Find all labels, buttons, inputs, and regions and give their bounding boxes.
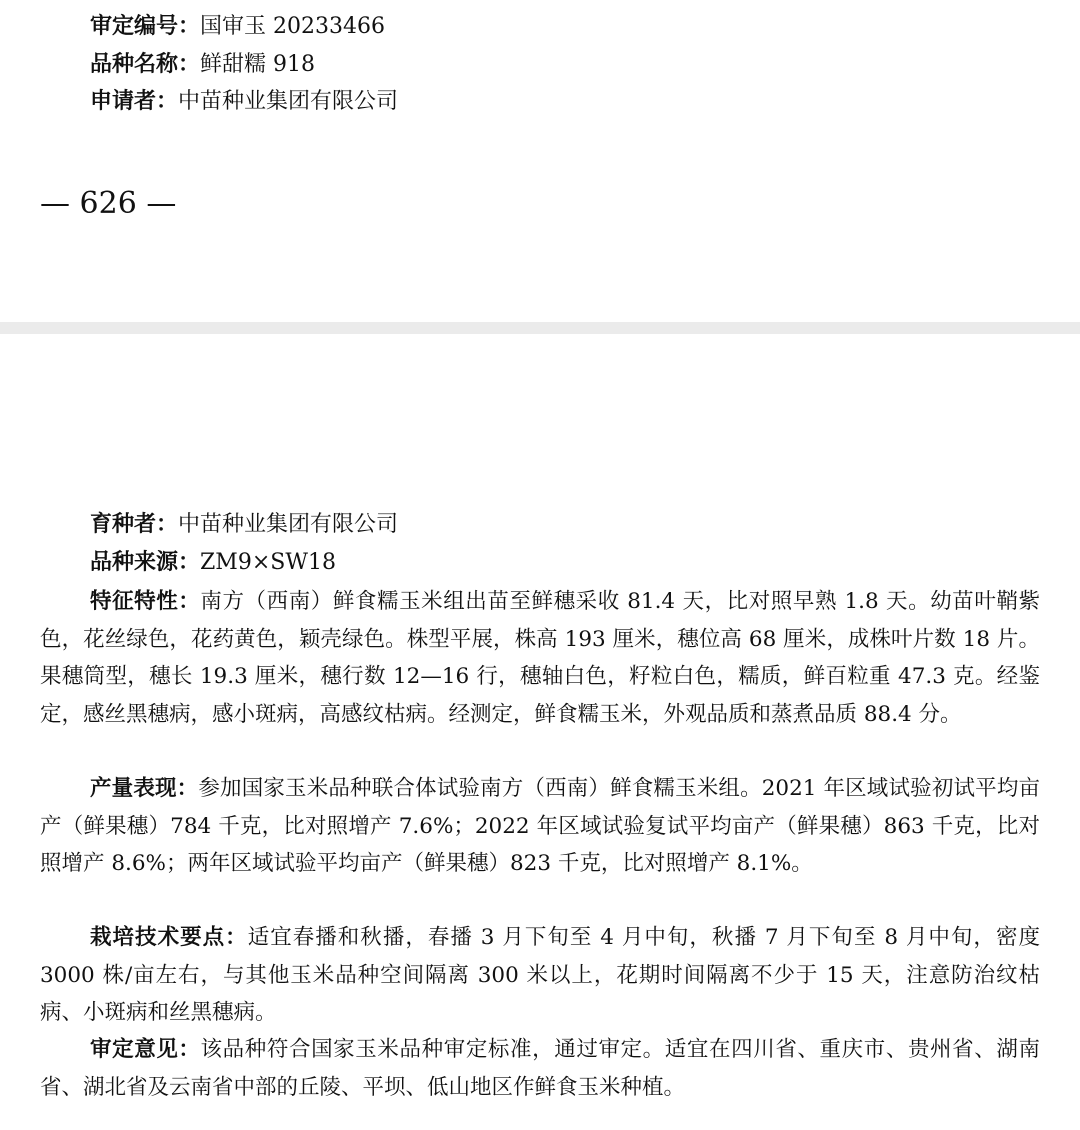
- next-page: [0, 334, 1080, 1130]
- cultivation-label: 栽培技术要点：: [90, 925, 248, 950]
- cultivation-paragraph: [40, 919, 1040, 1032]
- opinion-label: 审定意见：: [90, 1037, 201, 1062]
- opinion-paragraph: [40, 1031, 1040, 1106]
- previous-page: [0, 0, 1080, 322]
- approval-number-value: 国审玉 20233466: [200, 14, 385, 39]
- breeder-value: 中苗种业集团有限公司: [178, 512, 399, 537]
- characteristics-label: 特征特性：: [90, 589, 201, 614]
- applicant-label: 申请者：: [90, 89, 179, 114]
- yield-label: 产量表现：: [90, 776, 199, 801]
- breeder-label: 育种者：: [90, 512, 179, 537]
- page-number: — 626 —: [40, 186, 177, 221]
- approval-number-label: 审定编号：: [90, 14, 201, 39]
- source-value: ZM9×SW18: [200, 550, 336, 575]
- yield-paragraph: [40, 770, 1040, 883]
- variety-name-label: 品种名称：: [90, 52, 201, 77]
- approval-number-line: [90, 12, 385, 42]
- characteristics-text: 南方（西南）鲜食糯玉米组出苗至鲜穗采收 81.4 天，比对照早熟 1.8 天。幼苗叶鞘紫色，花丝绿色，花药黄色，颖壳绿色。株型平展，株高 193 厘米，穗位高 68 厘米，成株叶片数 18 片。果穗筒型，穗长 19.3 厘米，穗行数 12—16 行，穗轴白色，籽粒白色，糯质，鲜百粒重 47.3 克。经鉴定，感丝黑穗病，感小斑病，高感纹枯病。经测定，鲜食糯玉米，外观品质和蒸煮品质 88.4 分。: [40, 589, 1040, 727]
- breeder-line: [90, 510, 398, 540]
- source-label: 品种来源：: [90, 550, 201, 575]
- cultivation-text: 适宜春播和秋播，春播 3 月下旬至 4 月中旬，秋播 7 月下旬至 8 月中旬，密度 3000 株/亩左右，与其他玉米品种空间隔离 300 米以上，花期时间隔离不少于 15 天，注意防治纹枯病、小斑病和丝黑穗病。: [40, 925, 1040, 1025]
- variety-name-value: 鲜甜糯 918: [200, 52, 316, 77]
- source-line: [90, 548, 336, 578]
- yield-text: 参加国家玉米品种联合体试验南方（西南）鲜食糯玉米组。2021 年区域试验初试平均亩产（鲜果穗）784 千克，比对照增产 7.6%；2022 年区域试验复试平均亩产（鲜果穗）863 千克，比对照增产 8.6%；两年区域试验平均亩产（鲜果穗）823 千克，比对照增产 8.1%。: [40, 776, 1040, 876]
- opinion-text: 该品种符合国家玉米品种审定标准，通过审定。适宜在四川省、重庆市、贵州省、湖南省、湖北省及云南省中部的丘陵、平坝、低山地区作鲜食玉米种植。: [40, 1037, 1040, 1100]
- applicant-line: [90, 87, 398, 117]
- characteristics-paragraph: [40, 583, 1040, 733]
- page-separator: [0, 322, 1080, 334]
- variety-name-line: [90, 50, 315, 80]
- applicant-value: 中苗种业集团有限公司: [178, 89, 399, 114]
